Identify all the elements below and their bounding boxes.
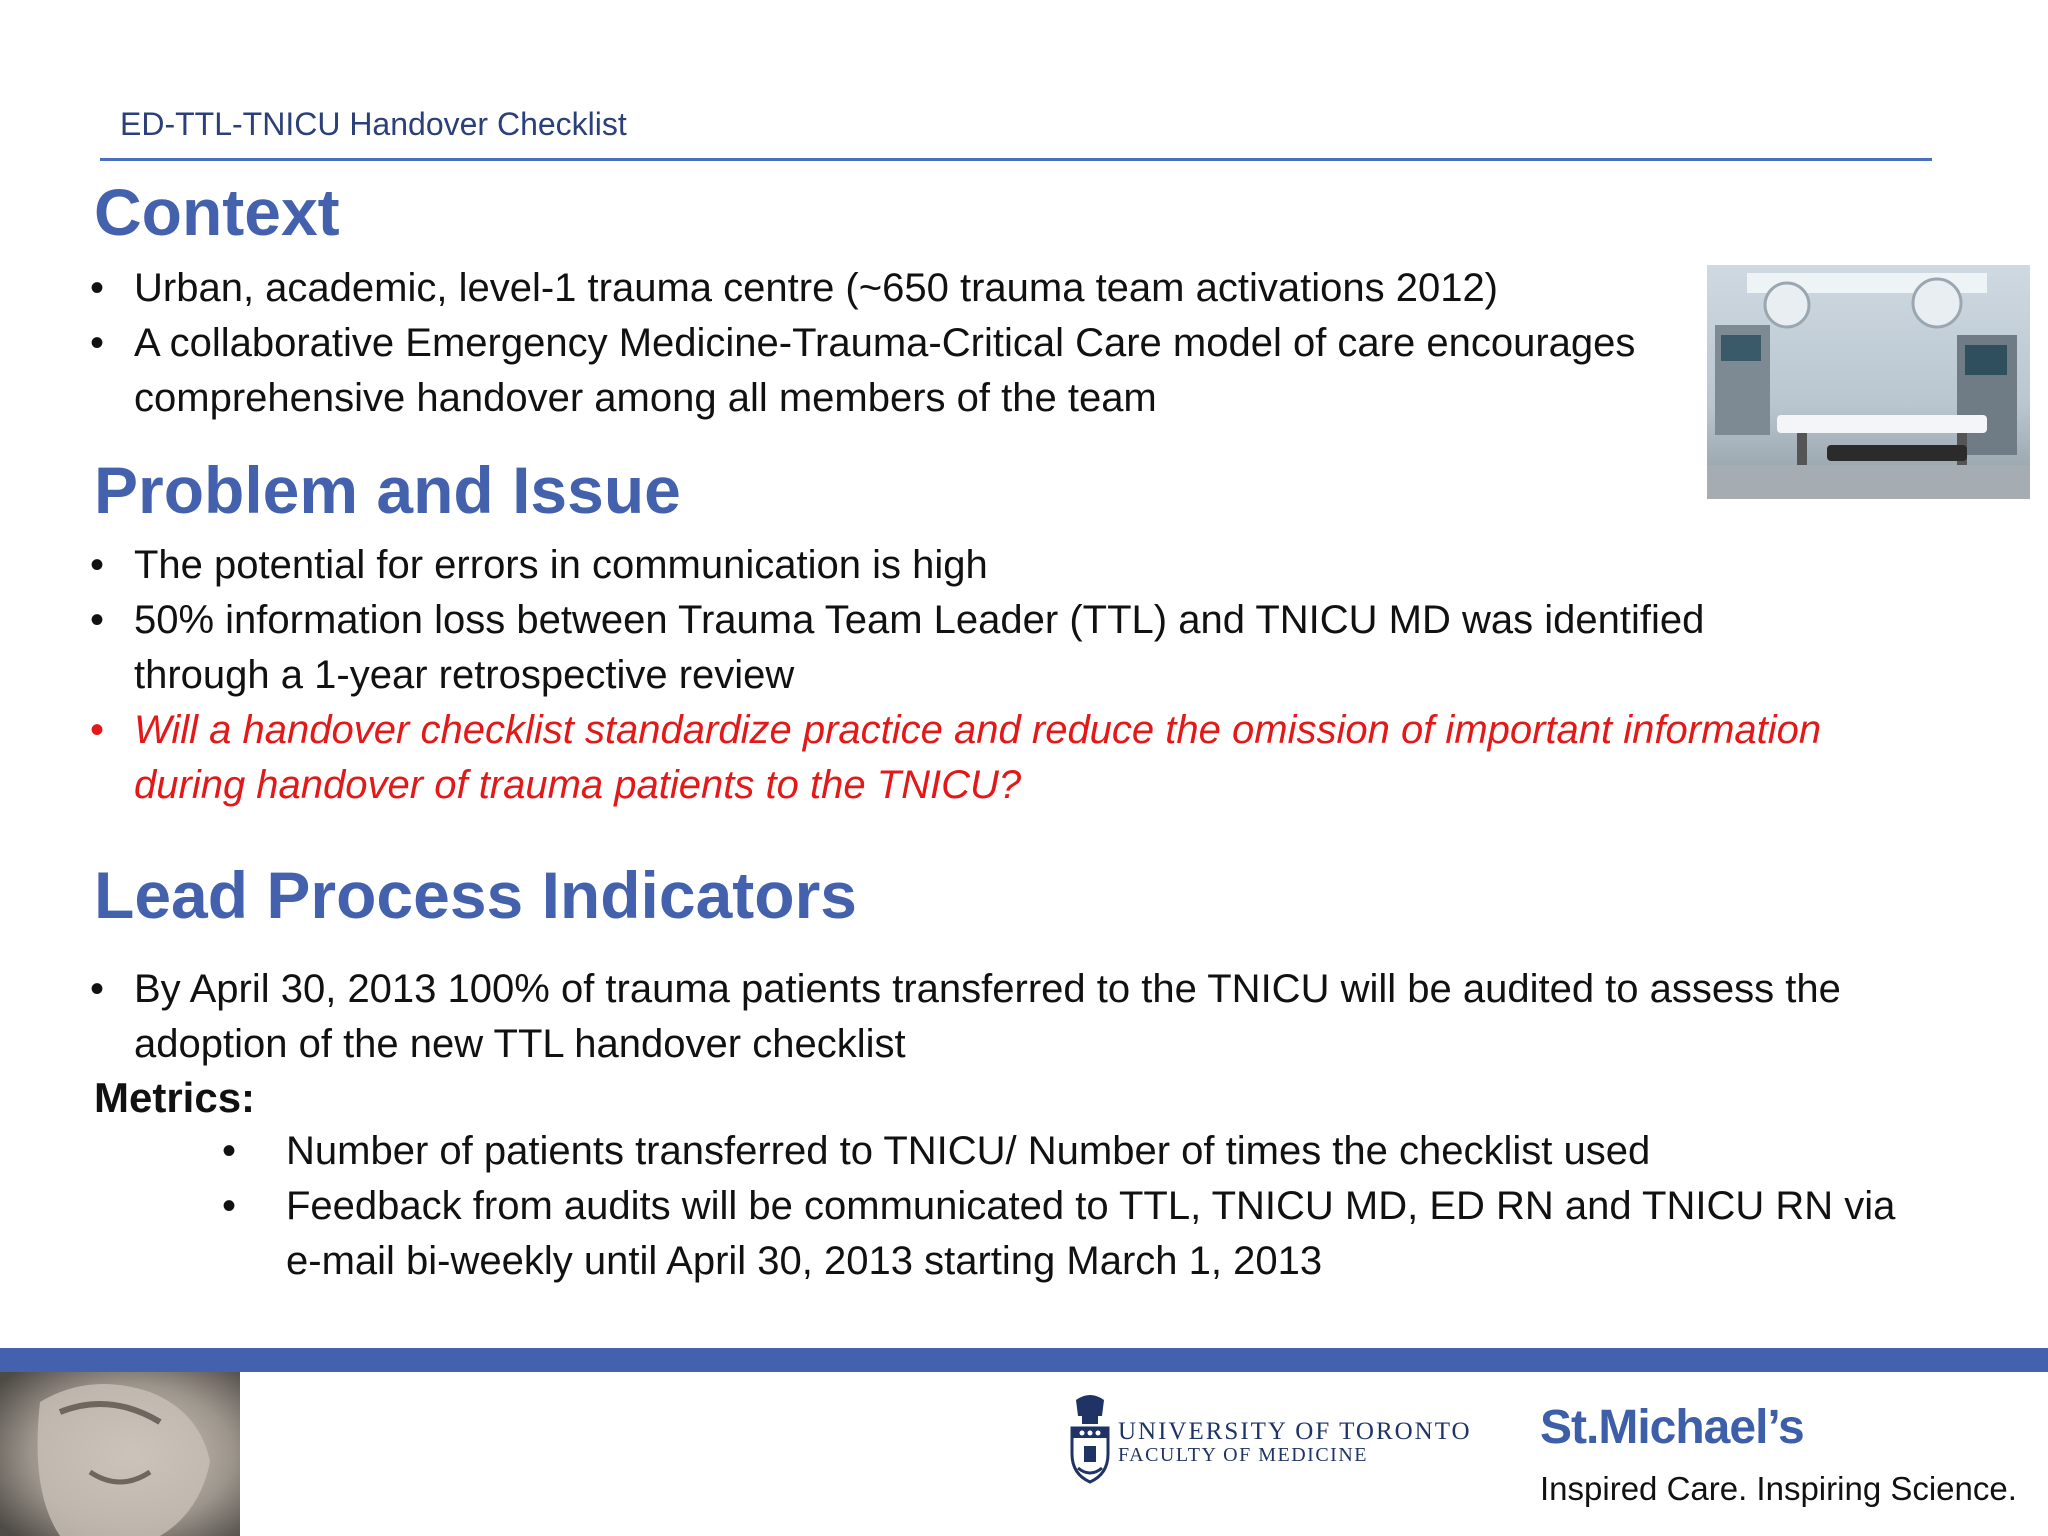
bullet-icon: •: [90, 598, 105, 642]
bullet-icon: •: [90, 321, 105, 365]
slide-header-title: ED-TTL-TNICU Handover Checklist: [120, 106, 627, 142]
bullet-icon: •: [90, 708, 105, 752]
metrics-list: [222, 1124, 1922, 1289]
list-item: • A collaborative Emergency Medicine-Trauma-Critical Care model of care encourages comprehensive handover among all members of the team: [90, 316, 1710, 426]
bullet-icon: •: [90, 543, 105, 587]
faculty-name: FACULTY OF MEDICINE: [1118, 1444, 1368, 1466]
indicators-heading: Lead Process Indicators: [94, 858, 857, 932]
list-item-question: • Will a handover checklist standardize practice and reduce the omission of important information during handover of trauma patients to the TNICU?: [90, 703, 1850, 813]
hospital-logo-text: St.Michael’s: [1540, 1401, 1804, 1454]
metrics-label: Metrics:: [94, 1074, 256, 1121]
bullet-icon: •: [90, 967, 105, 1011]
list-item: • By April 30, 2013 100% of trauma patients transferred to the TNICU will be audited to assess the adoption of the new TTL handover checklist: [90, 962, 1890, 1072]
bullet-icon: •: [90, 266, 105, 310]
university-name: UNIVERSITY OF TORONTO: [1118, 1418, 1472, 1445]
list-item: • The potential for errors in communication is high: [90, 538, 1850, 593]
statue-photo: [0, 1372, 240, 1536]
list-item: • Feedback from audits will be communicated to TTL, TNICU MD, ED RN and TNICU RN via e-mail bi-weekly until April 30, 2013 starting March 1, 2013: [222, 1179, 1922, 1289]
bullet-icon: •: [222, 1184, 237, 1228]
indicators-bullets: [90, 962, 1890, 1072]
footer-bar: [0, 1348, 2048, 1372]
context-bullets: [90, 261, 1710, 426]
context-heading: Context: [94, 175, 340, 249]
bullet-icon: •: [222, 1129, 237, 1173]
problem-heading: Problem and Issue: [94, 453, 681, 527]
university-crest-icon: [1068, 1394, 1112, 1486]
trauma-room-photo: [1707, 265, 2030, 499]
list-item: • 50% information loss between Trauma Team Leader (TTL) and TNICU MD was identified through a 1-year retrospective review: [90, 593, 1850, 703]
header-divider: [100, 158, 1932, 161]
hospital-tagline: Inspired Care. Inspiring Science.: [1540, 1470, 2017, 1507]
list-item: • Number of patients transferred to TNICU/ Number of times the checklist used: [222, 1124, 1922, 1179]
problem-bullets: [90, 538, 1850, 813]
list-item: • Urban, academic, level-1 trauma centre (~650 trauma team activations 2012): [90, 261, 1710, 316]
